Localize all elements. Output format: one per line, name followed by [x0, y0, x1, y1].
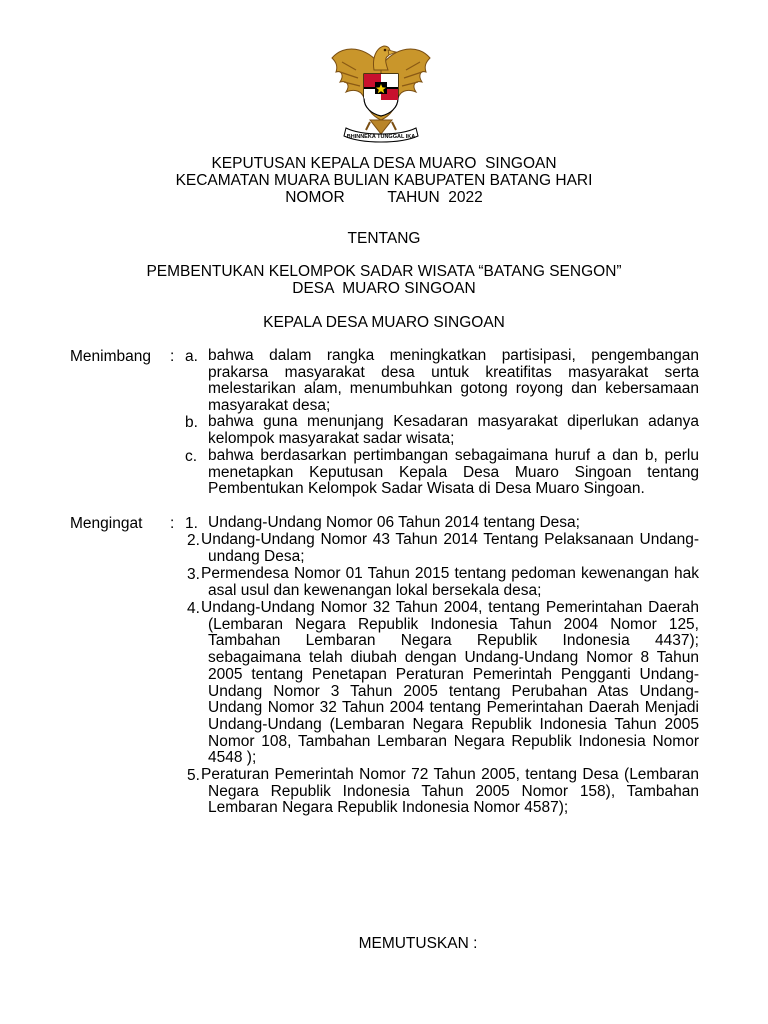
- item-line: Negara Republik Indonesia Tahun 2005 Nomor 158), Tambahan: [208, 782, 699, 800]
- item-marker: 2.: [187, 532, 200, 549]
- item-line: Undang-Undang Nomor 06 Tahun 2014 tentang Desa;: [208, 514, 580, 531]
- item-line: Nomor 108, Tambahan Lembaran Negara Republik Indonesia Nomor: [208, 732, 699, 750]
- item-line: bahwa guna menunjang Kesadaran masyarakat diperlukan adanya: [208, 413, 699, 430]
- item-marker: 4.: [187, 600, 200, 617]
- item-marker: b.: [185, 414, 198, 431]
- item-line: kelompok masyarakat sadar wisata;: [208, 429, 455, 447]
- item-marker: a.: [185, 348, 198, 365]
- item-line: Lembaran Negara Republik Indonesia Nomor 4587);: [208, 799, 569, 817]
- decree-title: KEPUTUSAN KEPALA DESA MUARO SINGOAN: [211, 155, 557, 172]
- item-marker: c.: [185, 448, 198, 465]
- item-text: [208, 348, 699, 415]
- item-text: [201, 532, 699, 565]
- item-line: bahwa dalam rangka meningkatkan partisipasi, pengembangan: [208, 347, 699, 364]
- item-text: [208, 448, 699, 498]
- item-line: Pembentukan Kelompok Sadar Wisata di Desa Muaro Singoan.: [208, 480, 645, 498]
- emblem-motto: BHINNEKA TUNGGAL IKA: [346, 134, 416, 140]
- item-text: [201, 600, 699, 767]
- decree-number: NOMOR TAHUN 2022: [285, 189, 483, 206]
- decree-region: KECAMATAN MUARA BULIAN KABUPATEN BATANG HARI: [175, 172, 593, 189]
- item-line: sebagaimana telah diubah dengan Undang-Undang Nomor 8 Tahun: [208, 649, 699, 667]
- item-line: asal usul dan kewenangan lokal bersekala desa;: [208, 581, 542, 599]
- item-line: undang Desa;: [208, 547, 305, 565]
- item-line: melestarikan alam, menumbuhkan gotong royong dan kebersamaan: [208, 380, 699, 398]
- item-marker: 1.: [185, 515, 198, 532]
- item-marker: 5.: [187, 767, 200, 784]
- official-title: KEPALA DESA MUARO SINGOAN: [263, 314, 505, 331]
- item-text: [208, 414, 699, 447]
- item-text: [201, 767, 699, 817]
- item-line: 4548 );: [208, 749, 257, 767]
- item-line: Peraturan Pemerintah Nomor 72 Tahun 2005, tentang Desa (Lembaran: [201, 766, 699, 783]
- item-line: prakarsa masyarakat desa untuk kreatifitas masyarakat serta: [208, 363, 699, 381]
- item-line: bahwa berdasarkan pertimbangan sebagaimana huruf a dan b, perlu: [208, 447, 699, 464]
- item-text: [208, 515, 699, 532]
- item-line: Permendesa Nomor 01 Tahun 2015 tentang pedoman kewenangan hak: [201, 565, 699, 582]
- menimbang-label: Menimbang: [70, 348, 151, 365]
- item-line: masyarakat desa;: [208, 397, 331, 415]
- memutuskan-heading: MEMUTUSKAN :: [358, 935, 478, 952]
- item-line: (Lembaran Negara Republik Indonesia Tahun 2004 Nomor 125,: [208, 615, 699, 633]
- item-line: Undang-Undang Nomor 32 Tahun 2004, tentang Pemerintahan Daerah: [201, 599, 699, 616]
- garuda-pancasila-emblem-icon: [326, 36, 436, 148]
- item-line: 2005 tentang Penetapan Peraturan Pemerintah Pengganti Undang-: [208, 665, 699, 683]
- item-line: Undang-Undang (Lembaran Negara Republik Indonesia Tahun 2005: [208, 715, 699, 733]
- item-line: Tambahan Lembaran Negara Republik Indonesia 4437);: [208, 632, 699, 650]
- item-line: Undang-Undang Nomor 43 Tahun 2014 Tentang Pelaksanaan Undang-: [201, 531, 699, 548]
- tentang-heading: TENTANG: [347, 230, 421, 247]
- item-text: [201, 566, 699, 599]
- decree-subject-line-2: DESA MUARO SINGOAN: [292, 280, 476, 297]
- item-line: Undang Nomor 3 Tahun 2005 tentang Perubahan Atas Undang-: [208, 682, 699, 700]
- menimbang-colon: :: [170, 348, 175, 365]
- item-line: menetapkan Keputusan Kepala Desa Muaro Singoan tentang: [208, 463, 699, 481]
- item-marker: 3.: [187, 566, 200, 583]
- decree-subject-line-1: PEMBENTUKAN KELOMPOK SADAR WISATA “BATANG SENGON”: [146, 263, 622, 280]
- item-line: Undang Nomor 32 Tahun 2004 tentang Pemerintahan Daerah Menjadi: [208, 699, 699, 717]
- mengingat-label: Mengingat: [70, 515, 143, 532]
- mengingat-colon: :: [170, 515, 175, 532]
